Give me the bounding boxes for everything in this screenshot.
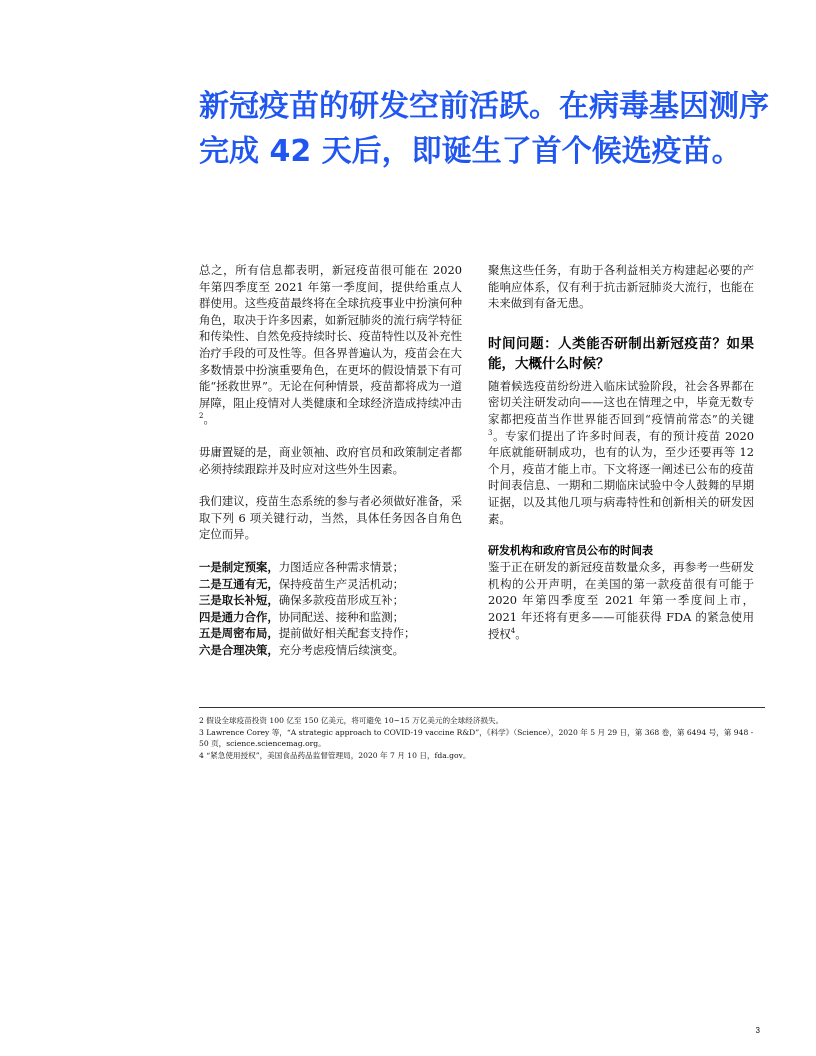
key-action-text: 协同配送、接种和监测；: [278, 609, 405, 624]
footnotes: [199, 707, 765, 762]
key-action-label: 五是周密布局，: [199, 626, 279, 641]
key-action-item: [199, 559, 462, 576]
key-actions-list: [199, 559, 462, 659]
footnote-3: 3 Lawrence Corey 等，“A strategic approach to COVID-19 vaccine R&D”，《科学》（Science），2020 年 5 月 29 日，第 368 卷，第 6494 号，第 948 - 50 页，science.sciencemag.org。: [199, 728, 754, 748]
key-action-text: 提前做好相关配套支持作；: [278, 626, 416, 641]
timeline-text: 鉴于正在研发的新冠疫苗数量众多，再参考一些研发机构的公开声明，在美国的第一款疫苗很有可能于 2020 年第四季度至 2021 年第一季度间上市，2021 年还将有更多——可能获得 FDA 的紧急使用授权: [488, 560, 754, 641]
footnote-4: 4 “紧急使用授权”，美国食品药品监督管理局，2020 年 7 月 10 日，fda.gov。: [199, 751, 471, 760]
exogenous-factors-paragraph: 毋庸置疑的是，商业领袖、政府官员和政策制定者都必须持续跟踪并及时应对这些外生因素。: [199, 444, 462, 476]
right-column: [488, 262, 754, 658]
timing-text: 随着候选疫苗纷纷进入临床试验阶段，社会各界都在密切关注研发动向——这也在情理之中，毕竟无数专家都把疫苗当作世界能否回到“疫情前常态”的关键: [488, 378, 754, 426]
timing-paragraph: [488, 378, 754, 527]
timeline-paragraph: [488, 559, 754, 642]
footnote-ref-2[interactable]: 2: [199, 412, 204, 421]
key-action-text: 保持疫苗生产灵活机动；: [278, 576, 405, 591]
section-heading-timing: 时间问题：人类能否研制出新冠疫苗？如果能，大概什么时候？: [488, 335, 754, 372]
key-action-item: [199, 642, 462, 659]
key-action-item: [199, 576, 462, 593]
left-column: [199, 262, 462, 658]
page-headline: 新冠疫苗的研发空前活跃。在病毒基因测序完成 42 天后，即诞生了首个候选疫苗。: [199, 89, 769, 169]
intro-text-end: 。: [203, 412, 215, 427]
focus-paragraph: 聚焦这些任务，有助于各利益相关方构建起必要的产能响应体系，仅有利于抗击新冠肺炎大流行，也能在未来做到有备无患。: [488, 263, 754, 311]
key-action-label: 六是合理决策，: [199, 642, 279, 657]
intro-paragraph: [199, 262, 462, 428]
key-action-label: 三是取长补短，: [199, 593, 279, 608]
footnote-2: 2 假设全球疫苗投资 100 亿至 150 亿美元，将可避免 10~15 万亿美元的全球经济损失。: [199, 716, 504, 725]
key-action-item: [199, 592, 462, 609]
footnote-ref-3[interactable]: 3: [488, 428, 493, 437]
intro-text: 总之，所有信息都表明，新冠疫苗很可能在 2020 年第四季度至 2021 年第一季度间，提供给重点人群使用。这些疫苗最终将在全球抗疫事业中扮演何种角色，取决于许多因素，如新冠肺炎的流行病学特征和传染性、自然免疫持续时长、疫苗特性以及补充性治疗手段的可及性等。但各界普遍认为，疫苗会在大多数情景中扮演重要角色，在更坏的假设情景下有可能“拯救世界”。无论在何种情景，疫苗都将成为一道屏障，阻止疫情对人类健康和全球经济造成持续冲击: [199, 263, 462, 410]
key-action-label: 一是制定预案，: [199, 559, 279, 574]
key-action-label: 二是互通有无，: [199, 576, 279, 591]
key-action-text: 力图适应各种需求情景；: [278, 559, 405, 574]
key-action-item: [199, 609, 462, 626]
key-action-text: 充分考虑疫情后续演变。: [278, 642, 405, 657]
page-number: 3: [755, 1026, 760, 1035]
timeline-text-end: 。: [515, 626, 527, 641]
key-action-item: [199, 625, 462, 642]
recommendation-paragraph: 我们建议，疫苗生态系统的参与者必须做好准备，采取下列 6 项关键行动，当然，具体任务因各自角色定位而异。: [199, 494, 462, 542]
section-heading-timeline: 研发机构和政府官员公布的时间表: [488, 544, 653, 558]
footnote-ref-4[interactable]: 4: [510, 626, 516, 635]
key-action-label: 四是通力合作，: [199, 609, 279, 624]
key-action-text: 确保多款疫苗形成互补；: [278, 593, 405, 608]
timing-text-continued: 。专家们提出了许多时间表，有的预计疫苗 2020 年底就能研制成功，也有的认为，至少还要再等 12 个月，疫苗才能上市。下文将逐一阐述已公布的疫苗时间表信息、一期和二期临床试验中令人鼓舞的早期证据，以及其他几项与病毒特性和创新相关的研发因素。: [488, 428, 754, 526]
